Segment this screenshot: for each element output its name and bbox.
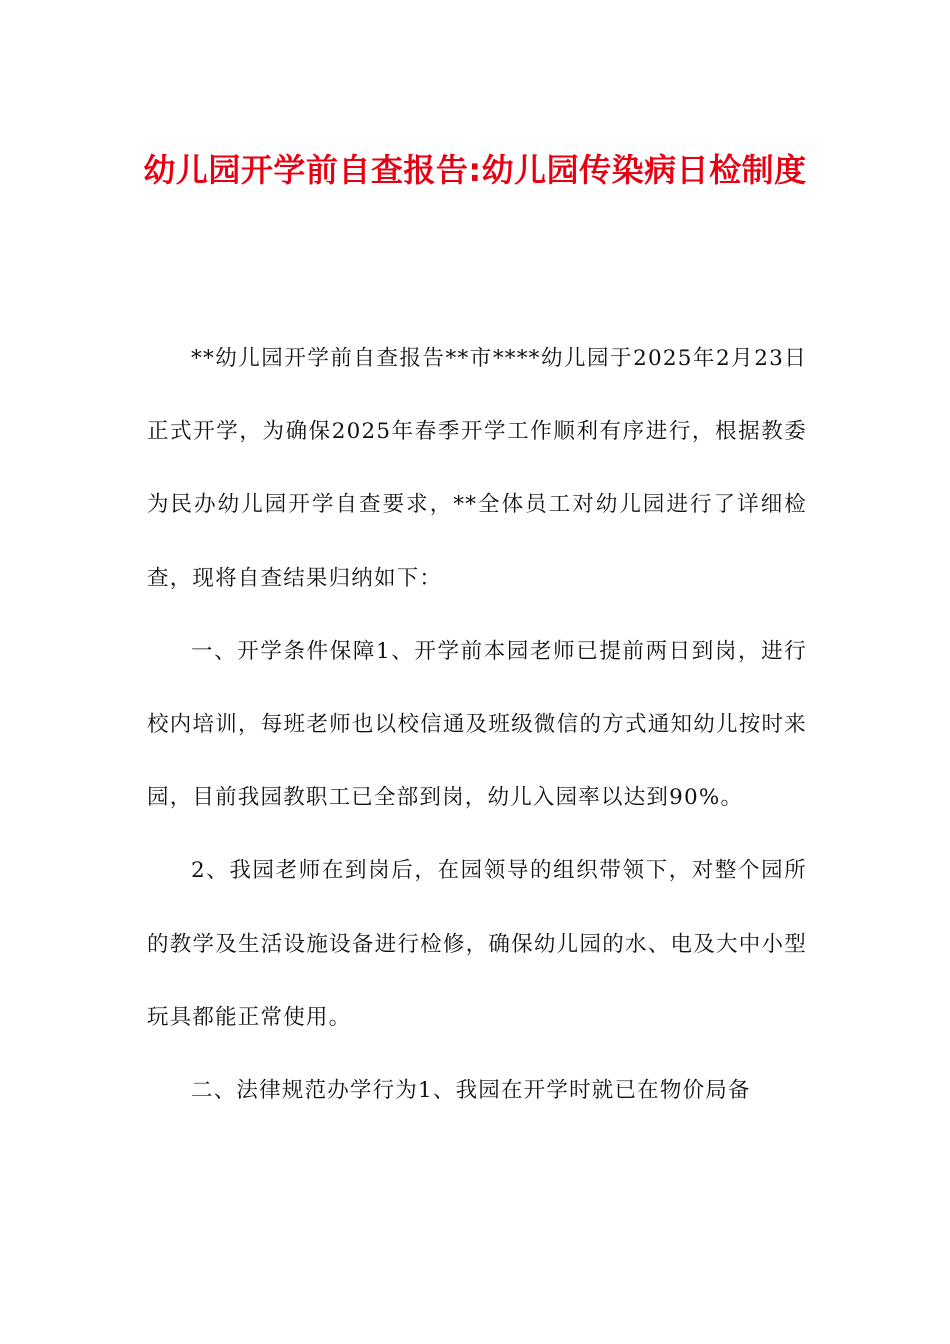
paragraph-section-1-item-2: 2、我园老师在到岗后，在园领导的组织带领下，对整个园所的教学及生活设施设备进行检修，确保幼儿园的水、电及大中小型玩具都能正常使用。 bbox=[147, 858, 807, 1030]
paragraph-section-2: 二、法律规范办学行为1、我园在开学时就已在物价局备 bbox=[191, 1078, 751, 1104]
document-body bbox=[147, 322, 807, 1127]
paragraph-intro: **幼儿园开学前自查报告**市****幼儿园于2025年2月23日正式开学，为确保2025年春季开学工作顺利有序进行，根据教委为民办幼儿园开学自查要求，**全体员工对幼儿园进行了详细检查，现将自查结果归纳如下： bbox=[147, 346, 807, 591]
paragraph-section-1: 一、开学条件保障1、开学前本园老师已提前两日到岗，进行校内培训，每班老师也以校信通及班级微信的方式通知幼儿按时来园，目前我园教职工已全部到岗，幼儿入园率以达到90%。 bbox=[147, 638, 807, 811]
document-title: 幼儿园开学前自查报告:幼儿园传染病日检制度 bbox=[143, 151, 807, 189]
